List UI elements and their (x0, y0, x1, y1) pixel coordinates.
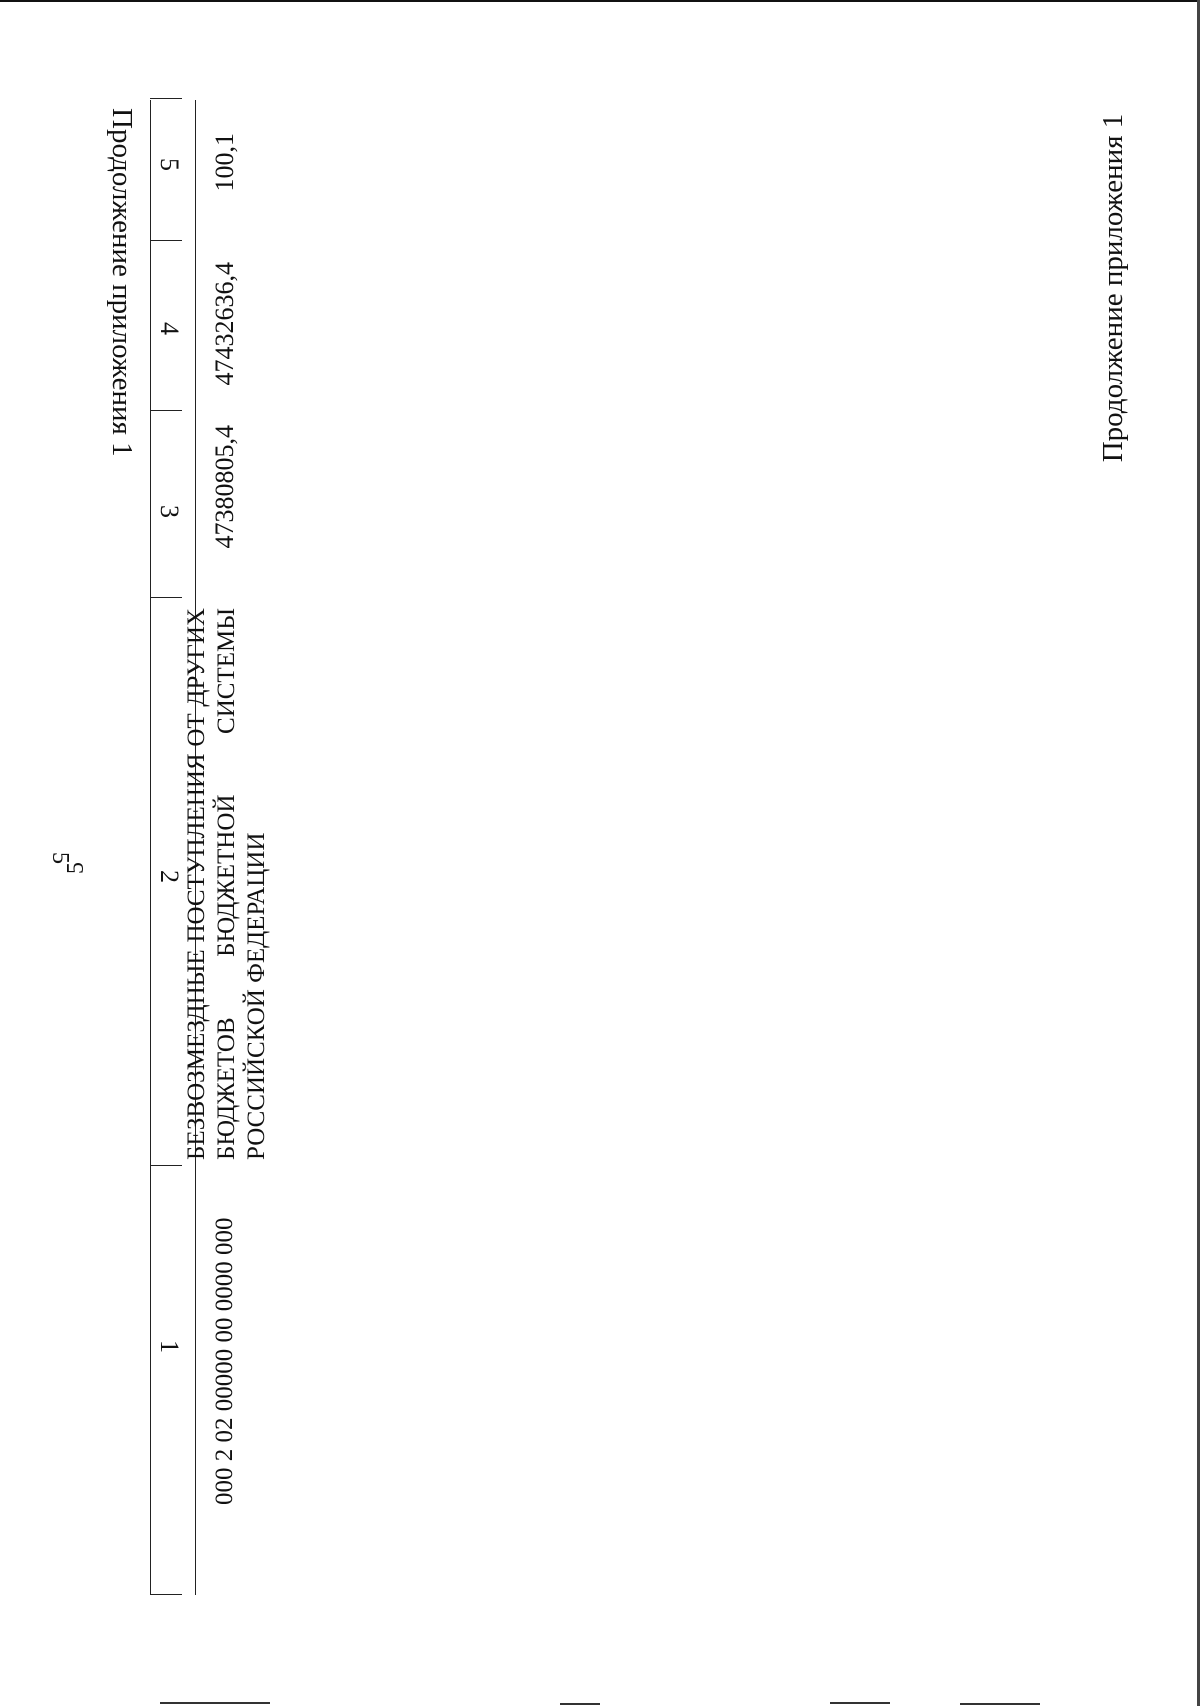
col-header-1: 1 (155, 1340, 184, 1353)
col-header-5: 5 (155, 158, 184, 171)
page-number: 5 (63, 862, 89, 874)
col-header-3: 3 (155, 505, 184, 518)
row-col5: 100,1 (210, 133, 239, 192)
row-name: БЕЗВОЗМЕЗДНЫЕ ПОСТУПЛЕНИЯ ОТ ДРУГИХ БЮДЖЕТОВ БЮДЖЕТНОЙ СИСТЕМЫ РОССИЙСКОЙ ФЕДЕРАЦИИ (183, 608, 270, 1160)
continuation-label: Продолжение приложения 1 (1097, 113, 1129, 463)
col-header-4: 4 (155, 322, 184, 335)
row-code: 000 2 02 00000 00 0000 000 (211, 1217, 238, 1505)
row-col3: 47380805,4 (210, 425, 239, 549)
page-number: 5 (47, 852, 73, 864)
row-col4: 47432636,4 (210, 262, 239, 386)
col-header-2: 2 (155, 870, 184, 883)
continuation-label: Продолжение приложения 1 (106, 108, 138, 457)
